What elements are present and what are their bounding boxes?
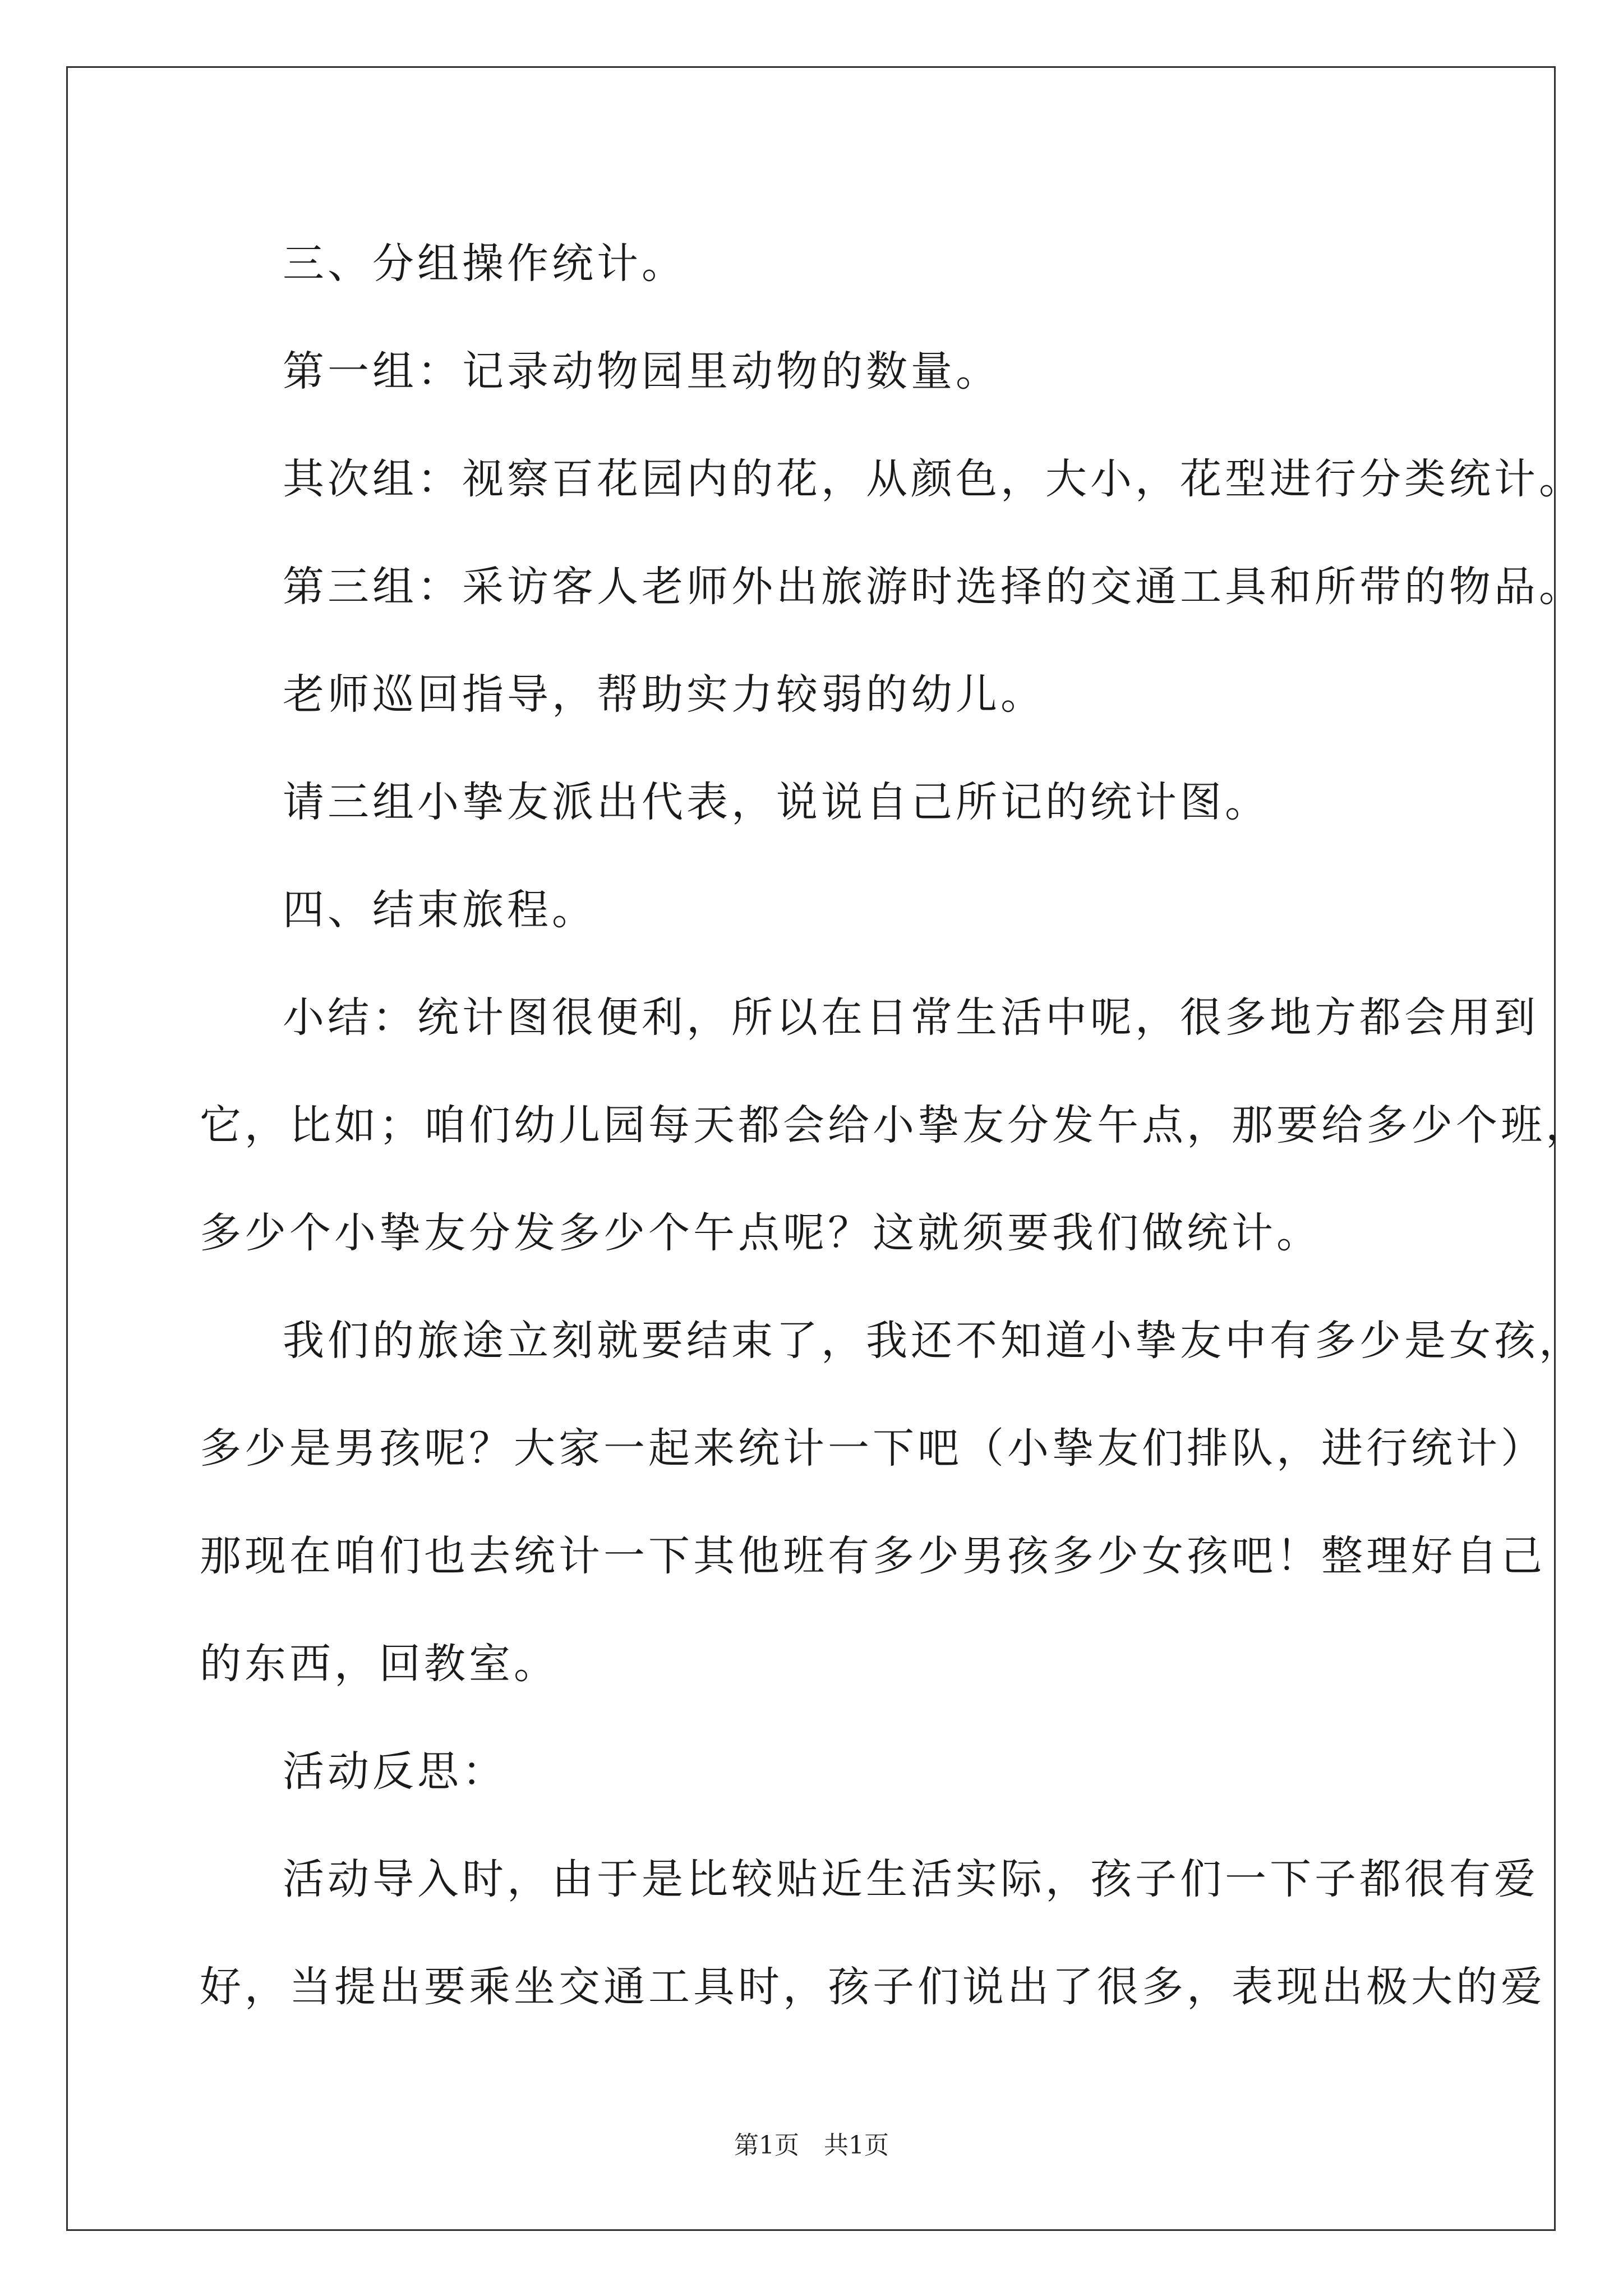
paragraph-group-2: 其次组：视察百花园内的花，从颜色，大小，花型进行分类统计。	[283, 455, 1584, 503]
paragraph-journey-line-1: 我们的旅途立刻就要结束了，我还不知道小挚友中有多少是女孩，	[283, 1317, 1584, 1365]
paragraph-teacher-guidance: 老师巡回指导，帮助实力较弱的幼儿。	[283, 670, 1045, 719]
paragraph-reflection-title: 活动反思：	[283, 1747, 507, 1796]
paragraph-section-4-title: 四、结束旅程。	[283, 886, 597, 934]
paragraph-representatives: 请三组小挚友派出代表，说说自己所记的统计图。	[283, 778, 1270, 826]
paragraph-reflection-line-1: 活动导入时，由于是比较贴近生活实际，孩子们一下子都很有爱	[283, 1855, 1539, 1903]
paragraph-reflection-line-2: 好，当提出要乘坐交通工具时，孩子们说出了很多，表现出极大的爱	[200, 1963, 1546, 2011]
paragraph-journey-line-4: 的东西，回教室。	[200, 1640, 559, 1688]
paragraph-summary-line-1: 小结：统计图很便利，所以在日常生活中呢，很多地方都会用到	[283, 993, 1539, 1042]
paragraph-section-3-title: 三、分组操作统计。	[283, 240, 686, 288]
paragraph-summary-line-2: 它，比如；咱们幼儿园每天都会给小挚友分发午点，那要给多少个班，	[200, 1101, 1590, 1149]
paragraph-summary-line-3: 多少个小挚友分发多少个午点呢？这就须要我们做统计。	[200, 1209, 1321, 1257]
paragraph-journey-line-2: 多少是男孩呢？大家一起来统计一下吧（小挚友们排队，进行统计）	[200, 1424, 1546, 1473]
page-number-label: 第1页	[734, 2131, 799, 2160]
document-body	[200, 210, 1590, 2041]
page-footer	[0, 2129, 1623, 2162]
paragraph-group-3: 第三组：采访客人老师外出旅游时选择的交通工具和所带的物品。	[283, 563, 1584, 611]
paragraph-group-1: 第一组：记录动物园里动物的数量。	[283, 347, 1000, 395]
page-total-label: 共1页	[824, 2131, 889, 2160]
paragraph-journey-line-3: 那现在咱们也去统计一下其他班有多少男孩多少女孩吧！整理好自己	[200, 1532, 1546, 1580]
